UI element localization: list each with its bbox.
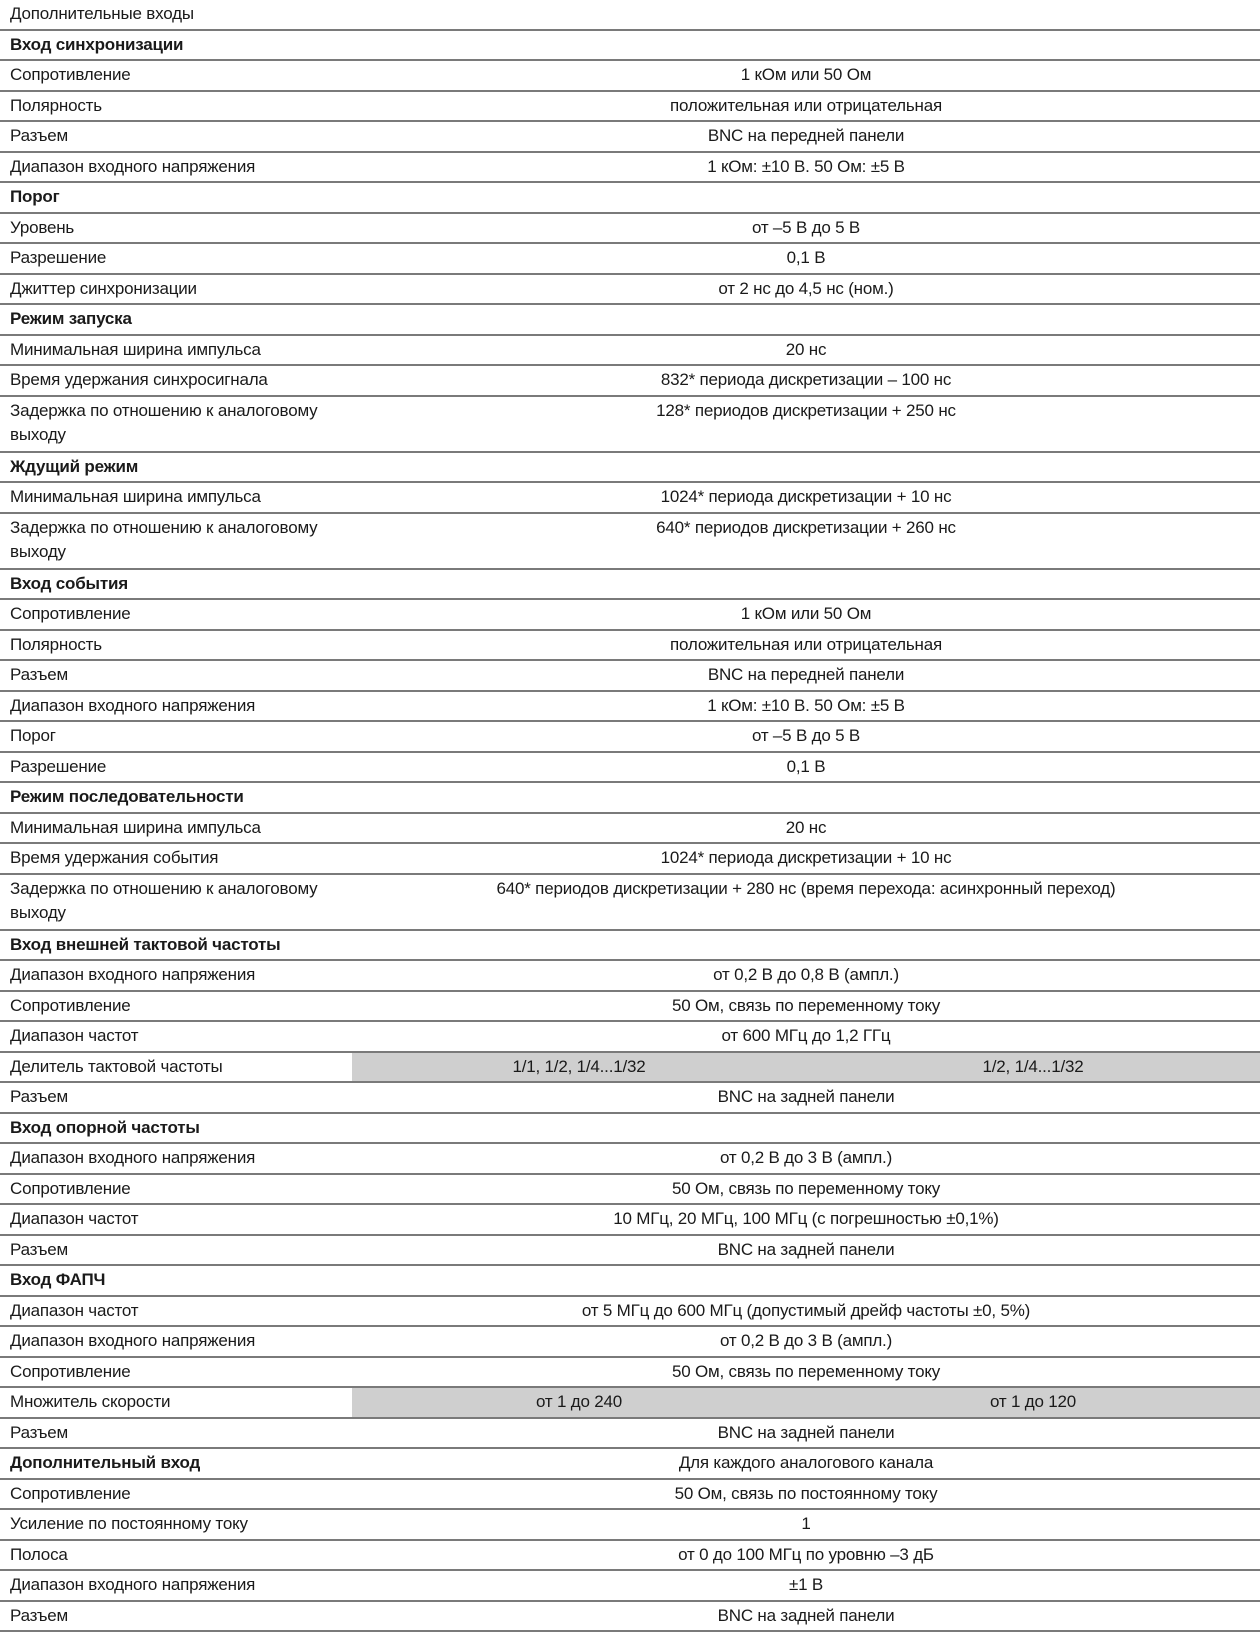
spec-row: [0, 1022, 1260, 1053]
spec-value: от –5 В до 5 В: [751, 726, 861, 745]
spec-label: Минимальная ширина импульса: [10, 487, 261, 506]
spec-row: [0, 153, 1260, 184]
spec-label: Сопротивление: [10, 604, 131, 623]
spec-row: [0, 214, 1260, 245]
spec-row: [0, 61, 1260, 92]
spec-label: Порог: [10, 726, 56, 745]
spec-value: BNC на передней панели: [707, 126, 905, 145]
spec-value-split: [352, 1388, 1260, 1417]
spec-value: положительная или отрицательная: [670, 634, 942, 654]
spec-label: Диапазон входного напряжения: [10, 1331, 256, 1350]
spec-label: Полоса: [10, 1544, 68, 1564]
spec-label: Диапазон входного напряжения: [10, 965, 256, 984]
spec-row: [0, 661, 1260, 692]
spec-value: 1024* периода дискретизации + 10 нс: [660, 848, 952, 867]
spec-value: BNC на передней панели: [707, 665, 905, 684]
spec-value: 50 Ом, связь по переменному току: [671, 995, 941, 1015]
spec-label: Минимальная ширина импульса: [10, 817, 261, 837]
section-title: Порог: [10, 187, 60, 206]
spec-label: Сопротивление: [10, 995, 131, 1015]
spec-row: [0, 1297, 1260, 1328]
spec-value: BNC на задней панели: [717, 1422, 895, 1442]
spec-row: [0, 483, 1260, 514]
table-header: [0, 0, 1260, 31]
spec-value: 1: [801, 1514, 811, 1533]
spec-label: Разрешение: [10, 756, 107, 776]
spec-label: Разрешение: [10, 248, 107, 267]
spec-value: BNC на задней панели: [717, 1087, 895, 1106]
spec-label: Минимальная ширина импульса: [10, 339, 261, 359]
section-title: Вход внешней тактовой частоты: [10, 934, 281, 954]
spec-row: [0, 1327, 1260, 1358]
spec-row: [0, 814, 1260, 845]
spec-value: 50 Ом, связь по постоянному току: [674, 1483, 938, 1503]
spec-rows: [0, 31, 1260, 1633]
spec-label: Время удержания события: [10, 848, 219, 867]
spec-value: 1 кОм или 50 Ом: [740, 65, 872, 84]
spec-label: Разъем: [10, 1422, 69, 1442]
section-title: Ждущий режим: [10, 456, 139, 476]
spec-row: [0, 122, 1260, 153]
section-header: [0, 1114, 1260, 1145]
spec-row: [0, 1419, 1260, 1450]
spec-row: [0, 1510, 1260, 1541]
spec-value: 128* периодов дискретизации + 250 нс: [656, 400, 956, 420]
spec-row: [0, 397, 1260, 453]
spec-label: Задержка по отношению к аналоговому выходу: [10, 878, 318, 922]
spec-value: 1024* периода дискретизации + 10 нс: [660, 487, 952, 506]
spec-row: [0, 1083, 1260, 1114]
section-header: [0, 453, 1260, 484]
section-header: [0, 783, 1260, 814]
spec-label: Диапазон частот: [10, 1026, 139, 1045]
spec-row: [0, 992, 1260, 1023]
spec-row: [0, 600, 1260, 631]
spec-value: от 0,2 В до 3 В (ампл.): [719, 1331, 893, 1350]
spec-row: [0, 1175, 1260, 1206]
spec-row: [0, 366, 1260, 397]
spec-value: 832* периода дискретизации – 100 нс: [660, 370, 952, 389]
spec-value: от 600 МГц до 1,2 ГГц: [721, 1026, 891, 1045]
spec-label: Сопротивление: [10, 1483, 131, 1503]
spec-value-part: от 1 до 240: [535, 1392, 623, 1411]
spec-row: [0, 275, 1260, 306]
spec-label: Диапазон входного напряжения: [10, 695, 256, 715]
spec-row: [0, 753, 1260, 784]
spec-value: BNC на задней панели: [717, 1605, 895, 1625]
spec-value-part: 1/1, 1/2, 1/4...1/32: [512, 1056, 646, 1076]
section-header: [0, 1449, 1260, 1480]
spec-row: [0, 1480, 1260, 1511]
spec-label: Делитель тактовой частоты: [10, 1056, 223, 1076]
spec-value: от 5 МГц до 600 МГц (допустимый дрейф частоты ±0, 5%): [581, 1300, 1031, 1320]
spec-label: Разъем: [10, 1239, 69, 1259]
spec-row: [0, 961, 1260, 992]
spec-value: 0,1 В: [786, 248, 826, 267]
spec-value: 0,1 В: [786, 756, 826, 776]
spec-row: [0, 1602, 1260, 1633]
spec-label: Сопротивление: [10, 65, 131, 84]
spec-label: Задержка по отношению к аналоговому выходу: [10, 400, 318, 444]
spec-row: [0, 1388, 1260, 1419]
spec-value: 1 кОм или 50 Ом: [740, 604, 872, 623]
spec-label: Диапазон частот: [10, 1300, 139, 1320]
spec-label: Разъем: [10, 126, 69, 145]
spec-label: Сопротивление: [10, 1178, 131, 1198]
spec-value-split: [352, 1053, 1260, 1082]
spec-label: Разъем: [10, 665, 69, 684]
spec-value: 640* периодов дискретизации + 280 нс (время перехода: асинхронный переход): [496, 878, 1116, 898]
section-title: Вход опорной частоты: [10, 1117, 200, 1137]
spec-row: [0, 844, 1260, 875]
spec-label: Время удержания синхросигнала: [10, 370, 268, 389]
spec-label: Усиление по постоянному току: [10, 1514, 248, 1533]
table-header-label: Дополнительные входы: [10, 4, 194, 23]
spec-value: от 0 до 100 МГц по уровню –3 дБ: [678, 1544, 934, 1564]
spec-value: BNC на задней панели: [717, 1239, 895, 1259]
spec-value: 20 нс: [785, 339, 827, 359]
spec-value: от 0,2 В до 3 В (ампл.): [719, 1148, 893, 1167]
spec-row: [0, 1571, 1260, 1602]
spec-row: [0, 1053, 1260, 1084]
spec-value: от –5 В до 5 В: [751, 217, 861, 237]
spec-row: [0, 336, 1260, 367]
spec-row: [0, 514, 1260, 570]
spec-value: 1 кОм: ±10 В. 50 Ом: ±5 В: [707, 695, 905, 715]
spec-label: Диапазон входного напряжения: [10, 1148, 256, 1167]
spec-label: Джиттер синхронизации: [10, 278, 197, 298]
spec-value: Для каждого аналогового канала: [678, 1453, 934, 1472]
spec-value: положительная или отрицательная: [670, 95, 942, 115]
section-title: Вход события: [10, 573, 128, 593]
spec-value: 50 Ом, связь по переменному току: [671, 1361, 941, 1381]
spec-row: [0, 1144, 1260, 1175]
spec-value: 50 Ом, связь по переменному току: [671, 1178, 941, 1198]
spec-row: [0, 692, 1260, 723]
spec-value: 10 МГц, 20 МГц, 100 МГц (с погрешностью ±0,1%): [613, 1209, 999, 1228]
spec-row: [0, 1205, 1260, 1236]
spec-row: [0, 92, 1260, 123]
spec-row: [0, 722, 1260, 753]
section-header: [0, 1266, 1260, 1297]
spec-label: Полярность: [10, 634, 102, 654]
section-header: [0, 31, 1260, 62]
spec-label: Диапазон входного напряжения: [10, 1575, 256, 1594]
section-header: [0, 570, 1260, 601]
spec-value-part: от 1 до 120: [989, 1392, 1077, 1411]
spec-value-part: 1/2, 1/4...1/32: [982, 1056, 1084, 1076]
section-title: Вход синхронизации: [10, 34, 184, 54]
spec-label: Сопротивление: [10, 1361, 131, 1381]
section-title: Дополнительный вход: [10, 1453, 201, 1472]
spec-value: ±1 В: [788, 1575, 824, 1594]
spec-row: [0, 244, 1260, 275]
spec-value: от 0,2 В до 0,8 В (ампл.): [713, 965, 899, 984]
section-header: [0, 183, 1260, 214]
spec-value: 20 нс: [785, 817, 827, 837]
section-title: Режим запуска: [10, 309, 132, 328]
spec-label: Диапазон входного напряжения: [10, 156, 256, 176]
spec-row: [0, 875, 1260, 931]
spec-label: Разъем: [10, 1605, 69, 1625]
section-title: Вход ФАПЧ: [10, 1270, 106, 1289]
spec-row: [0, 1541, 1260, 1572]
spec-row: [0, 631, 1260, 662]
spec-label: Полярность: [10, 95, 102, 115]
spec-label: Диапазон частот: [10, 1209, 139, 1228]
spec-value: 1 кОм: ±10 В. 50 Ом: ±5 В: [707, 156, 905, 176]
spec-label: Разъем: [10, 1087, 69, 1106]
spec-label: Задержка по отношению к аналоговому выходу: [10, 517, 318, 561]
spec-label: Множитель скорости: [10, 1392, 171, 1411]
spec-value: 640* периодов дискретизации + 260 нс: [656, 517, 956, 537]
spec-value: от 2 нс до 4,5 нс (ном.): [718, 278, 894, 298]
spec-label: Уровень: [10, 217, 75, 237]
section-header: [0, 305, 1260, 336]
spec-row: [0, 1358, 1260, 1389]
section-header: [0, 931, 1260, 962]
section-title: Режим последовательности: [10, 787, 244, 806]
spec-row: [0, 1236, 1260, 1267]
